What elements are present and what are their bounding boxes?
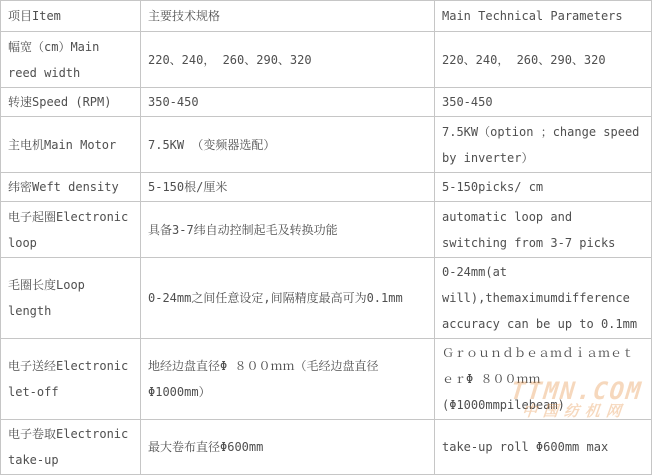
watermark-site-name-text: 中国纺机网	[521, 402, 629, 421]
spec-cn-cell: 220、240， 260、290、320	[141, 32, 435, 88]
table-row	[1, 202, 652, 258]
spec-en-cell: 350-450	[435, 88, 652, 117]
column-header-spec-en: Main Technical Parameters	[435, 1, 652, 32]
spec-cn-cell: 具备3-7纬自动控制起毛及转换功能	[141, 202, 435, 258]
spec-en-cell: 5-150picks/ cm	[435, 173, 652, 202]
item-cell: 转速Speed (RPM)	[1, 88, 141, 117]
spec-cn-cell: 350-450	[141, 88, 435, 117]
table-row	[1, 117, 652, 173]
item-cell: 纬密Weft density	[1, 173, 141, 202]
table-row	[1, 88, 652, 117]
spec-en-cell: take-up roll Φ600mm max	[435, 420, 652, 475]
column-header-item: 项目Item	[1, 1, 141, 32]
item-cell: 毛圈长度Loop length	[1, 258, 141, 339]
item-cell: 电子起圈Electronic loop	[1, 202, 141, 258]
spec-en-cell: 7.5KW（option ；change speed by inverter）	[435, 117, 652, 173]
spec-cn-cell: 最大卷布直径Φ600mm	[141, 420, 435, 475]
item-cell: 电子卷取Electronic take-up	[1, 420, 141, 475]
table-row	[1, 420, 652, 475]
table-row	[1, 339, 652, 420]
spec-en-cell: ＧｒｏｕｎｄｂｅａｍｄｉａｍｅｔｅｒΦ ８００ｍｍ (Φ1000mmpilebeam)	[435, 339, 652, 420]
table-header-row	[1, 1, 652, 32]
spec-cn-cell: 地经边盘直径Φ ８００ｍｍ（毛经边盘直径Φ1000mm）	[141, 339, 435, 420]
item-cell: 主电机Main Motor	[1, 117, 141, 173]
table-row	[1, 173, 652, 202]
column-header-spec-cn: 主要技术规格	[141, 1, 435, 32]
table-row	[1, 258, 652, 339]
watermark-domain-text: TTMN.COM	[509, 377, 645, 406]
item-cell: 电子送经Electronic let-off	[1, 339, 141, 420]
item-cell: 幅宽（cm）Main reed width	[1, 32, 141, 88]
spec-cn-cell: 0-24mm之间任意设定,间隔精度最高可为0.1mm	[141, 258, 435, 339]
spec-cn-cell: 5-150根/厘米	[141, 173, 435, 202]
spec-cn-cell: 7.5KW （变频器选配）	[141, 117, 435, 173]
table-row	[1, 32, 652, 88]
spec-en-cell: automatic loop and switching from 3-7 picks	[435, 202, 652, 258]
spec-en-cell: 220、240， 260、290、320	[435, 32, 652, 88]
spec-en-cell: 0-24mm(at will),themaximumdifference accuracy can be up to 0.1mm	[435, 258, 652, 339]
